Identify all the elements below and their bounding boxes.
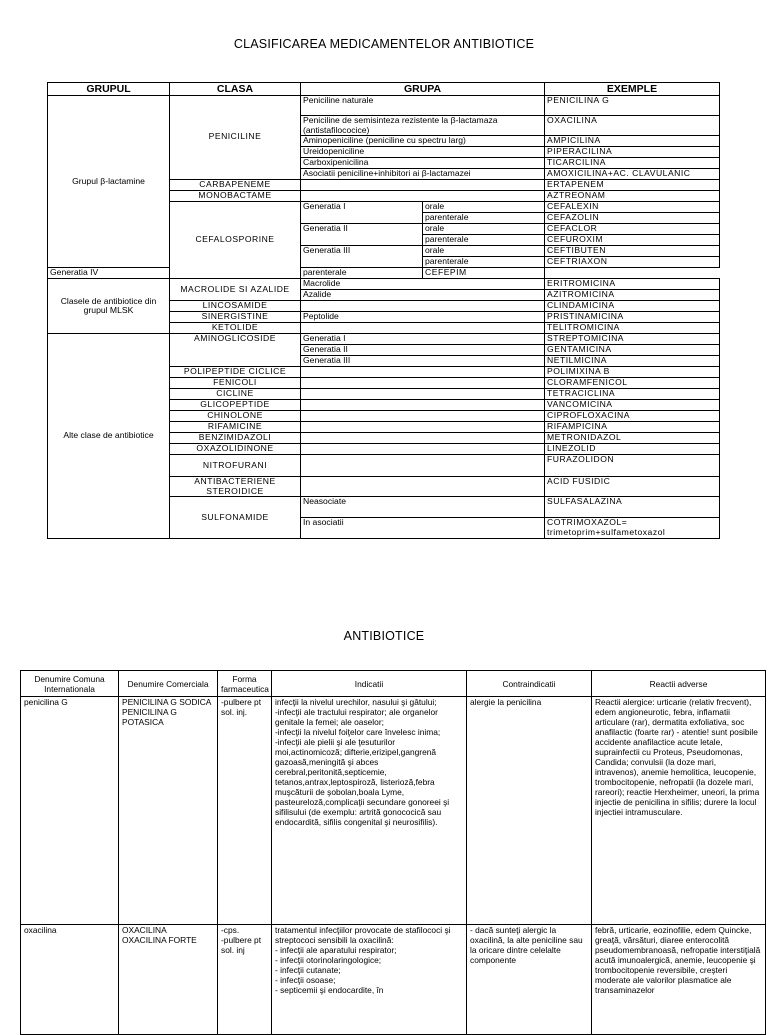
table-row [21, 925, 766, 1035]
cell-clasa: MONOBACTAME [170, 191, 301, 202]
table-header-row [48, 83, 720, 96]
cell-clasa: GLICOPEPTIDE [170, 400, 301, 411]
cell-exemplu: NETILMICINA [545, 356, 720, 367]
cell-clasa: CEFALOSPORINE [170, 202, 301, 279]
cell-cale: orale [423, 246, 545, 257]
header-dci: Denumire Comuna Internationala [21, 671, 119, 697]
cell-exemplu: PRISTINAMICINA [545, 312, 720, 323]
header-indicatii: Indicatii [272, 671, 467, 697]
cell-clasa: CICLINE [170, 389, 301, 400]
cell-grupa [301, 433, 545, 444]
cell-grupa [301, 422, 545, 433]
cell-indicatii: tratamentul infecţiilor provocate de stafilococi şi streptococi sensibili la oxacilină: - infecţii ale aparatului respirator; - infecţii otorinolaringologice; - infecţii cutanate; - infecţii osoase; - septicemii şi endocardite, în [272, 925, 467, 1035]
cell-cale: parenterale [423, 257, 545, 268]
cell-clasa: NITROFURANI [170, 455, 301, 477]
cell-exemplu: CLORAMFENICOL [545, 378, 720, 389]
cell-grupa [301, 191, 545, 202]
cell-exemplu: TICARCILINA [545, 158, 720, 169]
cell-grupa [301, 180, 545, 191]
cell-exemplu: AMPICILINA [545, 136, 720, 147]
cell-grupa [301, 367, 545, 378]
cell-grupa: Peniciline de semisinteza rezistente la β-lactamaza (antistafilococice) [301, 116, 545, 136]
cell-exemplu: CEFACLOR [545, 224, 720, 235]
cell-clasa: RIFAMICINE [170, 422, 301, 433]
cell-grupa [301, 323, 545, 334]
table-header-row [21, 671, 766, 697]
cell-grupul: Grupul β-lactamine [48, 96, 170, 268]
cell-dci: penicilina G [21, 697, 119, 925]
cell-grupa: Aminopeniciline (peniciline cu spectru larg) [301, 136, 545, 147]
page-title: CLASIFICAREA MEDICAMENTELOR ANTIBIOTICE [233, 37, 535, 51]
cell-exemplu: AZITROMICINA [545, 290, 720, 301]
cell-exemplu: CEFTRIAXON [545, 257, 720, 268]
cell-grupa [301, 301, 545, 312]
cell-generatie: Generatia II [301, 224, 423, 246]
header-grupa: GRUPA [301, 83, 545, 96]
cell-grupa: Peptolide [301, 312, 545, 323]
cell-clasa: POLIPEPTIDE CICLICE [170, 367, 301, 378]
cell-clasa: LINCOSAMIDE [170, 301, 301, 312]
cell-dc: PENICILINA G SODICA PENICILINA G POTASICA [119, 697, 218, 925]
cell-exemplu: TELITROMICINA [545, 323, 720, 334]
cell-exemplu: ACID FUSIDIC [545, 477, 720, 497]
cell-grupa [301, 411, 545, 422]
cell-exemplu: GENTAMICINA [545, 345, 720, 356]
cell-exemplu: PIPERACILINA [545, 147, 720, 158]
header-clasa: CLASA [170, 83, 301, 96]
cell-exemplu: POLIMIXINA B [545, 367, 720, 378]
cell-clasa: AMINOGLICOSIDE [170, 334, 301, 367]
cell-clasa: KETOLIDE [170, 323, 301, 334]
cell-exemplu: OXACILINA [545, 116, 720, 136]
cell-clasa: SULFONAMIDE [170, 497, 301, 538]
table-row [48, 96, 720, 116]
cell-exemplu: LINEZOLID [545, 444, 720, 455]
cell-clasa: SINERGISTINE [170, 312, 301, 323]
cell-exemplu: TETRACICLINA [545, 389, 720, 400]
cell-grupa: Generatia III [301, 356, 545, 367]
cell-grupa [301, 400, 545, 411]
cell-grupa [301, 444, 545, 455]
cell-clasa: MACROLIDE SI AZALIDE [170, 279, 301, 301]
header-exemple: EXEMPLE [545, 83, 720, 96]
antibiotics-table [20, 670, 766, 1035]
cell-clasa: PENICILINE [170, 96, 301, 180]
cell-grupul: Clasele de antibiotice din grupul MLSK [48, 279, 170, 334]
cell-clasa: OXAZOLIDINONE [170, 444, 301, 455]
cell-clasa: BENZIMIDAZOLI [170, 433, 301, 444]
cell-exemplu: RIFAMPICINA [545, 422, 720, 433]
table-row [21, 697, 766, 925]
header-grupul: GRUPUL [48, 83, 170, 96]
cell-grupa: Generatia I [301, 334, 545, 345]
cell-contraindicatii: alergie la penicilina [467, 697, 592, 925]
cell-exemplu: CLINDAMICINA [545, 301, 720, 312]
cell-cale: parenterale [423, 235, 545, 246]
cell-dc: OXACILINA OXACILINA FORTE [119, 925, 218, 1035]
cell-grupa [301, 378, 545, 389]
cell-exemplu: VANCOMICINA [545, 400, 720, 411]
cell-exemplu: FURAZOLIDON [545, 455, 720, 477]
cell-cale: orale [423, 202, 545, 213]
cell-grupa [301, 389, 545, 400]
cell-forma: -cps. -pulbere pt sol. inj [218, 925, 272, 1035]
cell-exemplu: AZTREONAM [545, 191, 720, 202]
cell-grupa: Asociatii peniciline+inhibitori ai β-lactamazei [301, 169, 545, 180]
cell-clasa: ANTIBACTERIENE STEROIDICE [170, 477, 301, 497]
cell-exemplu: CIPROFLOXACINA [545, 411, 720, 422]
cell-cale: orale [423, 224, 545, 235]
cell-exemplu: ERTAPENEM [545, 180, 720, 191]
cell-grupa: Peniciline naturale [301, 96, 545, 116]
cell-exemplu: METRONIDAZOL [545, 433, 720, 444]
cell-clasa: FENICOLI [170, 378, 301, 389]
cell-exemplu: PENICILINA G [545, 96, 720, 116]
cell-clasa: CHINOLONE [170, 411, 301, 422]
table-row [48, 268, 720, 279]
table-row [48, 334, 720, 345]
cell-exemplu: CEFAZOLIN [545, 213, 720, 224]
cell-exemplu: CEFALEXIN [545, 202, 720, 213]
cell-grupa: Ureidopeniciline [301, 147, 545, 158]
cell-exemplu: AMOXICILINA+AC. CLAVULANIC [545, 169, 720, 180]
header-contraindicatii: Contraindicatii [467, 671, 592, 697]
cell-grupa: Carboxipenicilina [301, 158, 545, 169]
cell-exemplu: ERITROMICINA [545, 279, 720, 290]
cell-reactii: Reactii alergice: urticarie (relativ frecvent), edem angioneurotic, febra, inflamatii articulare (rar), dermatita exfoliativa, soc anafilactic (foarte rar) - atentie! sunt posibile accidente anafilactice acute letale, suprainfectii cu Proteus, Pseudomonas, Candida; convulsii (la doze mari, intravenos), anemie hemolitica, leucopenie, trombocitopenie, nefropatii (la dozele mari, rareori); reactie Herxheimer, uneori, la prima injectie de penicilina in sifilis; durere la locul injectiei intramusculare. [592, 697, 766, 925]
header-dc: Denumire Comerciala [119, 671, 218, 697]
cell-contraindicatii: - dacă sunteţi alergic la oxacilină, la alte peniciline sau la oricare dintre celelalte componente [467, 925, 592, 1035]
cell-exemplu: STREPTOMICINA [545, 334, 720, 345]
cell-generatie: Generatia III [301, 246, 423, 268]
cell-clasa: CARBAPENEME [170, 180, 301, 191]
cell-grupa [301, 477, 545, 497]
cell-grupa: Generatia II [301, 345, 545, 356]
cell-grupul: Alte clase de antibiotice [48, 334, 170, 538]
table-row [48, 279, 720, 290]
header-reactii: Reactii adverse [592, 671, 766, 697]
header-forma: Forma farmaceutica [218, 671, 272, 697]
cell-generatie: Generatia I [301, 202, 423, 224]
cell-cale: parenterale [301, 268, 423, 279]
cell-forma: -pulbere pt sol. inj. [218, 697, 272, 925]
section-title: ANTIBIOTICE [343, 629, 425, 643]
cell-dci: oxacilina [21, 925, 119, 1035]
cell-exemplu: CEFTIBUTEN [545, 246, 720, 257]
cell-indicatii: infecţii la nivelul urechilor, nasului şi gâtului; -infecţii ale tractului respirator; ale organelor genitale la femei; ale oaselor; -infecţii la nivelul foiţelor care învelesc inima; -infecţii ale pielii şi ale ţesuturilor moi,actinomicoză; difterie,erizipel,gangrenă gazoasă,meningită şi abces cerebral,peritonită,septicemie, tetanos,antrax,leptospiroză, listerioză,febra muşcăturii de şobolan,boala Lyme, pasteureloză,complicaţii secundare gonoreei şi sifilisului (de exemplu: artrită gonococică sau endocardită, sifilis congenital şi neurosifilis). [272, 697, 467, 925]
cell-grupa: Macrolide [301, 279, 545, 290]
cell-generatie: Generatia IV [48, 268, 170, 279]
classification-table [47, 82, 720, 539]
cell-exemplu: CEFEPIM [423, 268, 545, 279]
cell-exemplu: CEFUROXIM [545, 235, 720, 246]
cell-exemplu: SULFASALAZINA [545, 497, 720, 518]
cell-cale: parenterale [423, 213, 545, 224]
cell-exemplu: COTRIMOXAZOL= trimetoprim+sulfametoxazol [545, 518, 720, 538]
cell-grupa: Azalide [301, 290, 545, 301]
cell-grupa: Neasociate [301, 497, 545, 518]
cell-grupa [301, 455, 545, 477]
cell-grupa: In asociatii [301, 518, 545, 538]
cell-reactii: febră, urticarie, eozinofilie, edem Quincke, greaţă, vărsături, diaree enterocolită pseudomembranoasă, nefropatie interstiţială acută imunoalergică, anemie, leucopenie şi trombocitopenie reversibile, creşteri moderate ale valorilor plasmatice ale transaminazelor [592, 925, 766, 1035]
